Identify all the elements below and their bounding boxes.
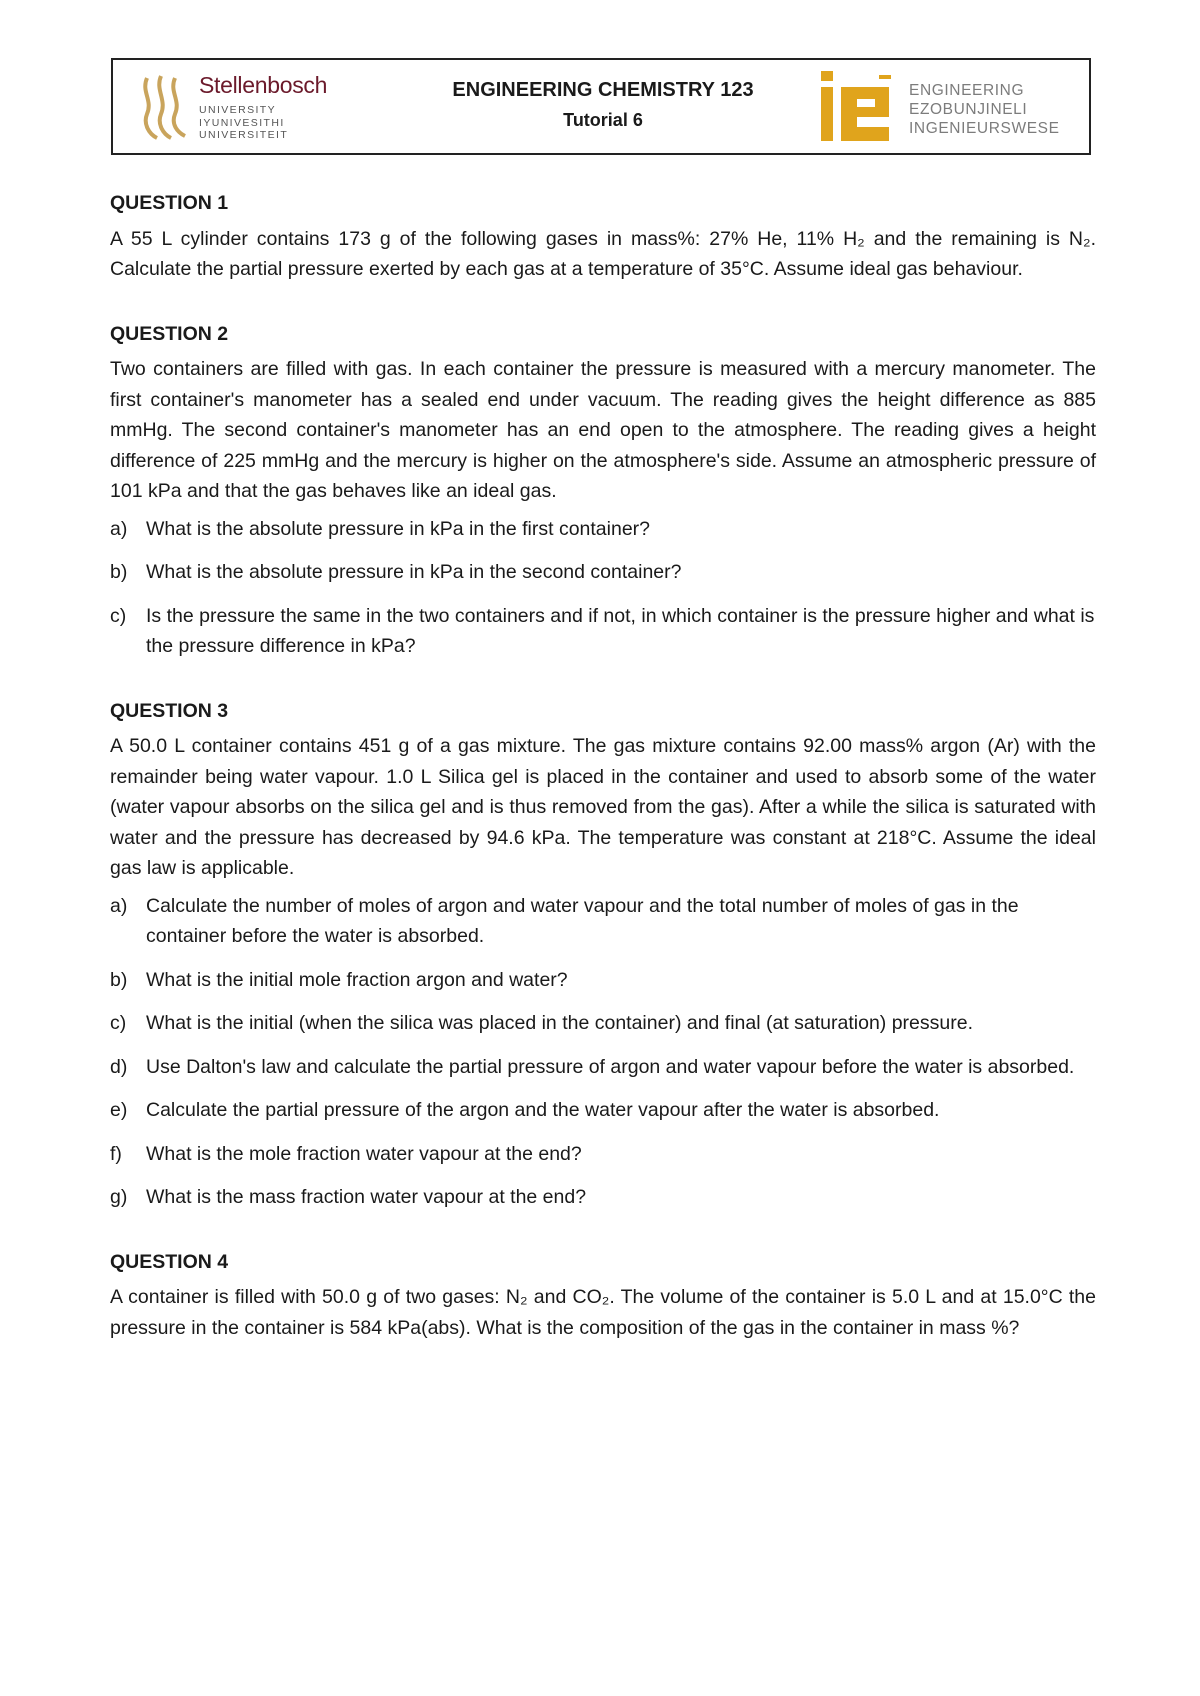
question-heading: QUESTION 2 <box>110 322 229 345</box>
su-sub-line-1: UNIVERSITY <box>199 104 277 116</box>
question-heading: QUESTION 4 <box>110 1250 229 1273</box>
sub-question <box>110 557 1096 588</box>
question-3 <box>110 696 1096 1213</box>
sub-question-list <box>110 514 1096 662</box>
question-text: Two containers are filled with gas. In each container the pressure is measured with a mercury manometer. The first container's manometer has a sealed end under vacuum. The reading gives the height difference as 885 mmHg. The second container's manometer has an end open to the atmosphere. The reading gives a height difference of 225 mmHg and the mercury is higher on the atmosphere's side. Assume an atmospheric pressure of 101 kPa and that the gas behaves like an ideal gas. <box>110 358 1096 502</box>
su-sub-line-3: UNIVERSITEIT <box>199 129 289 141</box>
ie-line-3: INGENIEURSWESE <box>909 120 1060 137</box>
sub-question-letter: g) <box>110 1186 128 1208</box>
ie-line-1: ENGINEERING <box>909 82 1025 99</box>
sub-question-text: What is the mass fraction water vapour at the end? <box>146 1186 587 1208</box>
engineering-faculty-logo <box>819 69 1059 145</box>
sub-question <box>110 1182 1096 1213</box>
sub-question-text: Is the pressure the same in the two containers and if not, in which container is the pressure higher and what is the pressure difference in kPa? <box>146 604 1095 657</box>
sub-question-text: What is the absolute pressure in kPa in the first container? <box>146 517 651 540</box>
ie-emblem-icon <box>819 69 899 145</box>
sub-question-letter: b) <box>110 968 128 991</box>
question-4 <box>110 1247 1096 1344</box>
stellenbosch-subtitle <box>199 104 288 142</box>
document-header <box>111 58 1091 155</box>
sub-question-letter: e) <box>110 1099 128 1121</box>
course-title: ENGINEERING CHEMISTRY 123 <box>452 79 754 101</box>
sub-question-letter: d) <box>110 1055 128 1078</box>
stellenbosch-logo <box>139 70 399 144</box>
sub-question <box>110 601 1096 662</box>
header-title-block <box>413 76 793 136</box>
ie-line-2: EZOBUNJINELI <box>909 101 1028 118</box>
sub-question-letter: c) <box>110 604 127 627</box>
question-heading: QUESTION 1 <box>110 192 229 214</box>
sub-question-text: Calculate the partial pressure of the argon and the water vapour after the water is absorbed. <box>146 1099 940 1121</box>
sub-question-text: What is the initial (when the silica was placed in the container) and final (at saturation) pressure. <box>146 1012 973 1034</box>
stellenbosch-name: Stellenbosch <box>199 72 328 98</box>
sub-question <box>110 514 1096 545</box>
sub-question-list <box>110 891 1096 1213</box>
sub-question-letter: b) <box>110 561 128 583</box>
sub-question <box>110 1052 1096 1083</box>
question-text: A container is filled with 50.0 g of two gases: N₂ and CO₂. The volume of the container is 5.0 L and at 15.0°C the pressure in the container is 584 kPa(abs). What is the composition of the gas in the container in mass %? <box>110 1286 1096 1339</box>
question-text: A 50.0 L container contains 451 g of a gas mixture. The gas mixture contains 92.00 mass% argon (Ar) with the remainder being water vapour. 1.0 L Silica gel is placed in the container and used to absorb some of the water (water vapour absorbs on the silica gel and is thus removed from the gas). After a while the silica is saturated with water and the pressure has decreased by 94.6 kPa. The temperature was constant at 218°C. Assume the ideal gas law is applicable. <box>110 735 1096 879</box>
sub-question-letter: a) <box>110 517 128 540</box>
sub-question-text: What is the mole fraction water vapour at the end? <box>146 1142 582 1165</box>
question-text: A 55 L cylinder contains 173 g of the following gases in mass%: 27% He, 11% H₂ and the remaining is N₂. Calculate the partial pressure exerted by each gas at a temperature of 35°C. Assume ideal gas behaviour. <box>110 227 1096 280</box>
tutorial-number: Tutorial 6 <box>563 110 643 130</box>
sub-question-text: Calculate the number of moles of argon and water vapour and the total number of moles of gas in the container before the water is absorbed. <box>146 894 1019 947</box>
su-sub-line-2: IYUNIVESITHI <box>199 116 285 129</box>
question-heading: QUESTION 3 <box>110 699 229 722</box>
sub-question <box>110 1095 1096 1126</box>
sub-question <box>110 1139 1096 1170</box>
sub-question <box>110 1008 1096 1039</box>
sub-question-letter: c) <box>110 1012 127 1034</box>
sub-question-text: Use Dalton's law and calculate the partial pressure of argon and water vapour before the water is absorbed. <box>146 1055 1075 1078</box>
question-2 <box>110 319 1096 662</box>
sub-question-text: What is the absolute pressure in kPa in the second container? <box>146 561 682 583</box>
ie-text <box>909 81 1060 138</box>
sub-question <box>110 891 1096 952</box>
sub-question-letter: f) <box>110 1142 122 1165</box>
question-1 <box>110 188 1096 285</box>
sub-question <box>110 965 1096 996</box>
question-list <box>110 188 1096 1377</box>
stellenbosch-emblem-icon <box>139 72 195 144</box>
sub-question-letter: a) <box>110 894 128 917</box>
sub-question-text: What is the initial mole fraction argon and water? <box>146 968 568 991</box>
